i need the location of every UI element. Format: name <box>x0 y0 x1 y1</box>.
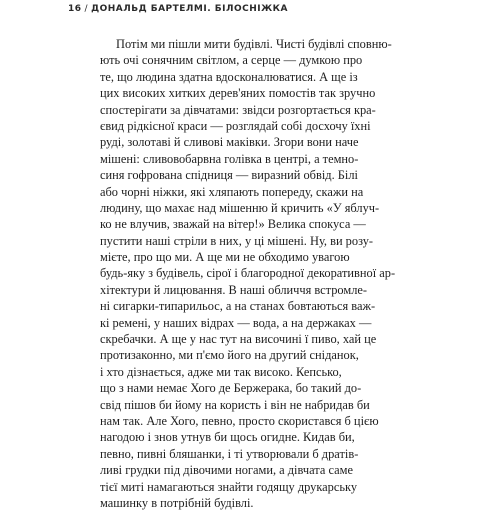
text-line: людину, що махає над мішенню й кричить «У яблуч- <box>100 200 380 215</box>
text-line: будь-яку з будівель, сірої і благородної декоративної ар- <box>100 266 396 281</box>
text-line: синя гофрована спідниця — виразний обвід. Білі <box>100 168 358 183</box>
text-line: спостерігати за дівчатами: звідси розгортається кра- <box>100 102 376 117</box>
text-line: певно, пивні бляшанки, і ті утворювали б дратів- <box>100 446 359 461</box>
text-line: ють очі сонячним світлом, а серце — думкою про <box>100 53 363 68</box>
text-line: що з нами немає Хого де Бержерака, бо такий до- <box>100 381 362 396</box>
text-line: мієте, про що ми. А ще ми не обходимо увагою <box>100 250 350 265</box>
text-line: євид рідкісної краси — розглядай собі досхочу їхні <box>100 118 371 133</box>
text-line: цих високих хитких дерев'яних помостів так зручно <box>100 86 376 101</box>
body-paragraph <box>100 36 475 511</box>
text-line: протизаконно, ми п'ємо його на другий сніданок, <box>100 348 359 363</box>
header-separator: / <box>84 4 89 14</box>
text-line: хітектури й лицювання. В наші обличчя встромле- <box>100 282 368 297</box>
page-number: 16 <box>68 4 82 14</box>
text-line: машинку в потрібній будівлі. <box>100 495 254 510</box>
text-line: ливі грудки під дівочими ногами, а дівчата саме <box>100 463 353 478</box>
text-line: те, що людина здатна вдосконалюватися. А ще із <box>100 69 358 84</box>
text-line: ко не влучив, зважай на вітер!» Велика спокуса — <box>100 217 366 232</box>
text-line: ні сигарки-типарильос, а на станах бовтаються важ- <box>100 299 376 314</box>
text-line: або чорні ніжки, які хляпають попереду, скажи на <box>100 184 364 199</box>
running-title: ДОНАЛЬД БАРТЕЛМІ. БІЛОСНІЖКА <box>91 4 288 14</box>
text-line: руді, золотаві й сливові маківки. Згори вони наче <box>100 135 359 150</box>
text-line: кі ремені, у наших відрах — вода, а на держаках — <box>100 315 372 330</box>
text-line: свід пішов би йому на користь і він не набридав би <box>100 397 370 412</box>
text-line: Потім ми пішли мити будівлі. Чисті будівлі сповню- <box>116 37 392 51</box>
text-line: нам так. Але Хого, певно, просто скористався б цією <box>100 413 379 428</box>
text-line: нагодою і знов утнув би щось огидне. Кидав би, <box>100 430 355 445</box>
text-line: пустити наші стріли в них, у ці мішені. Ну, ви розу- <box>100 233 374 248</box>
text-line: тієї миті намагаються знайти годящу друкарську <box>100 479 358 494</box>
running-head <box>68 4 288 14</box>
text-line: і хто дізнається, адже ми так високо. Кепсько, <box>100 364 342 379</box>
text-line: скребачки. А ще у нас тут на височині ї пиво, хай це <box>100 332 377 347</box>
text-line: мішені: сливовобарвна голівка в центрі, а темно- <box>100 151 359 166</box>
